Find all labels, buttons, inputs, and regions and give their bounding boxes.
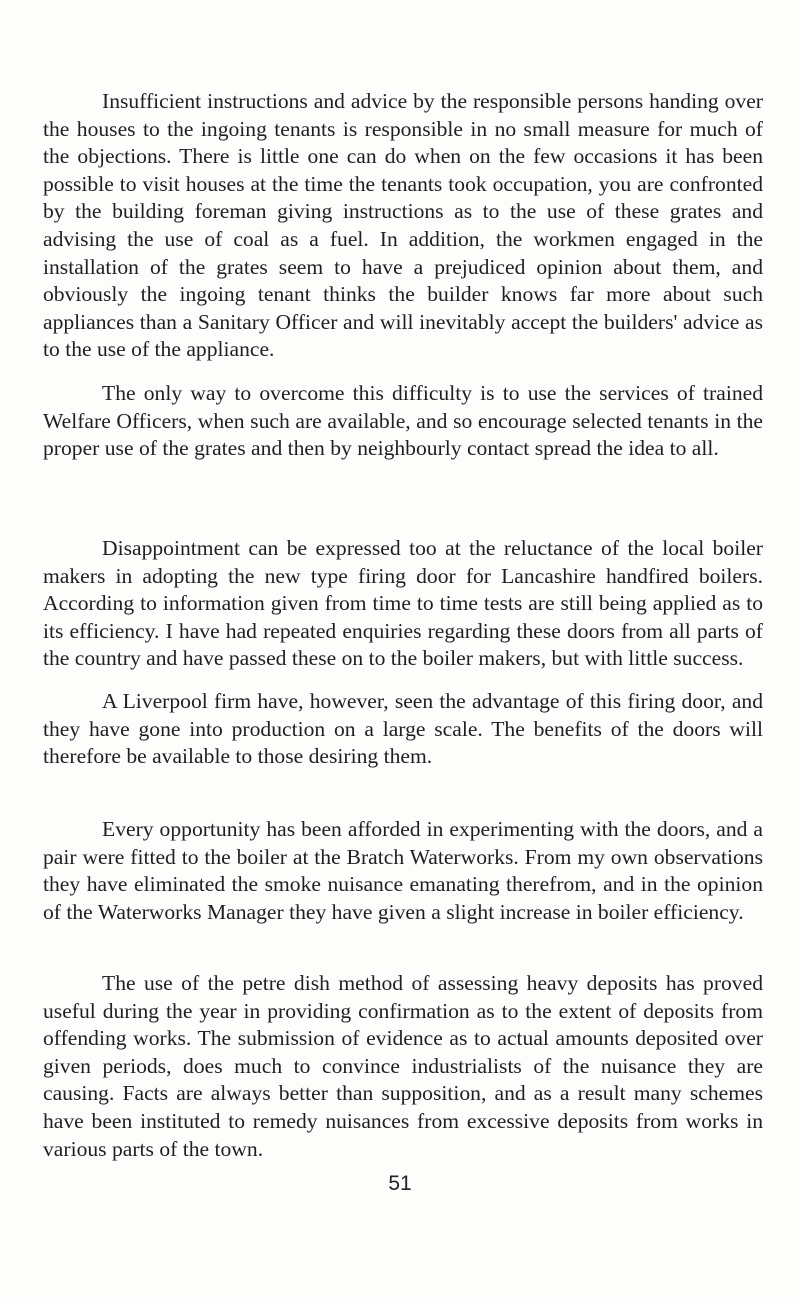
paragraph-text: Disappointment can be expressed too at the reluctance of the local boiler makers in adopting the new type firing door for Lancashire handfired boilers. According to information given from time to time tests are still being applied as to its efficiency. I have had repeated enquiries regarding these doors from all parts of the country and have passed these on to the boiler makers, but with little success.	[43, 536, 763, 671]
paragraph-petre-dish	[43, 970, 763, 1163]
paragraph-welfare-officers	[43, 380, 763, 463]
paragraph-bratch-waterworks	[43, 816, 763, 926]
paragraph-boiler-makers	[43, 535, 763, 673]
paragraph-text: The use of the petre dish method of assessing heavy deposits has proved useful during the year in providing confirmation as to the extent of deposits from offending works. The submission of evidence as to actual amounts deposited over given periods, does much to convince industrialists of the nuisance they are causing. Facts are always better than supposition, and as a result many schemes have been instituted to remedy nuisances from excessive deposits from works in various parts of the town.	[43, 971, 763, 1161]
page-number: 51	[388, 1172, 412, 1195]
paragraph-text: A Liverpool firm have, however, seen the advantage of this firing door, and they have gone into production on a large scale. The benefits of the doors will therefore be available to those desiring them.	[43, 689, 763, 769]
paragraph-text: Insufficient instructions and advice by the responsible persons handing over the houses to the ingoing tenants is responsible in no small measure for much of the objections. There is little one can do when on the few occasions it has been possible to visit houses at the time the tenants took occupation, you are confronted by the building foreman giving instructions as to the use of these grates and advising the use of coal as a fuel. In addition, the workmen engaged in the installation of the grates seem to have a prejudiced opinion about them, and obviously the ingoing tenant thinks the builder knows far more about such appliances than a Sanitary Officer and will inevitably accept the builders' advice as to the use of the appliance.	[43, 89, 763, 362]
paragraph-text: The only way to overcome this difficulty is to use the services of trained Welfare Officers, when such are available, and so encourage selected tenants in the proper use of the grates and then by neighbourly contact spread the idea to all.	[43, 381, 763, 461]
paragraph-insufficient-instructions	[43, 88, 763, 364]
paragraph-liverpool-firm	[43, 688, 763, 771]
paragraph-text: Every opportunity has been afforded in experimenting with the doors, and a pair were fitted to the boiler at the Bratch Waterworks. From my own observations they have eliminated the smoke nuisance emanating therefrom, and in the opinion of the Waterworks Manager they have given a slight increase in boiler efficiency.	[43, 817, 763, 924]
